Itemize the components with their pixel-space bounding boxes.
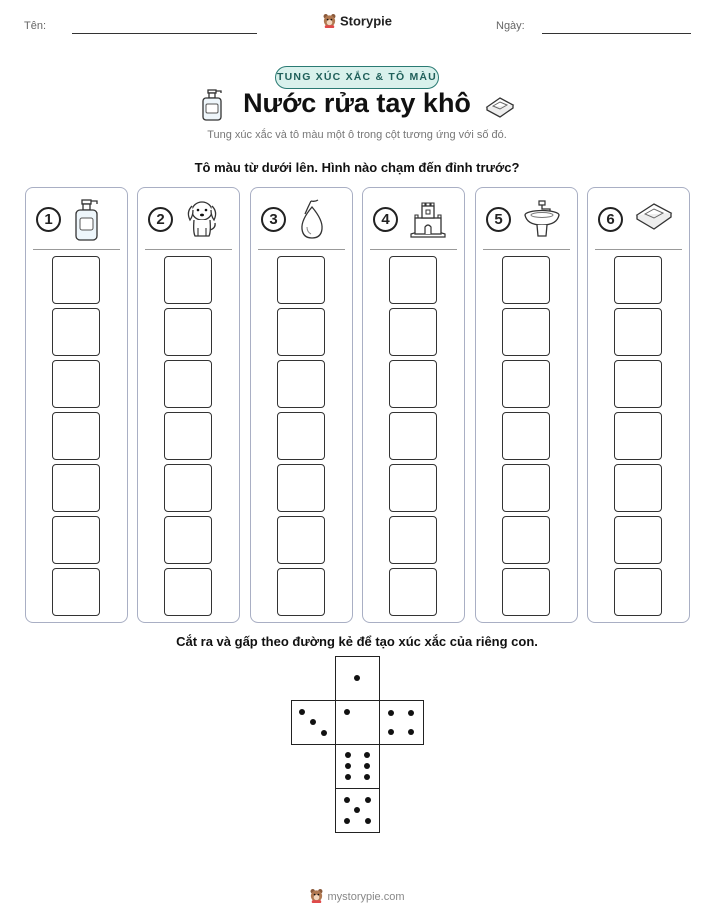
die-pip — [344, 709, 350, 715]
column-number: 4 — [373, 207, 398, 232]
color-cell[interactable] — [502, 308, 550, 356]
sand-castle-icon — [409, 198, 447, 243]
name-label: Tên: — [24, 20, 47, 32]
die-pip — [310, 719, 316, 725]
color-cell[interactable] — [389, 568, 437, 616]
color-cell[interactable] — [277, 412, 325, 460]
color-cell[interactable] — [164, 516, 212, 564]
color-cell[interactable] — [164, 308, 212, 356]
page-subtitle: Tung xúc xắc và tô màu một ô trong cột tương ứng với số đó. — [207, 129, 507, 141]
sink-icon — [522, 198, 562, 243]
cut-instruction: Cắt ra và gấp theo đường kẻ để tạo xúc xắc của riêng con. — [176, 634, 538, 649]
column-header — [588, 188, 689, 250]
die-pip — [365, 818, 371, 824]
column-divider — [258, 249, 345, 250]
color-cell[interactable] — [389, 256, 437, 304]
color-cell[interactable] — [389, 308, 437, 356]
die-face-left — [291, 700, 336, 745]
color-cell[interactable] — [164, 256, 212, 304]
soap-bar-icon — [634, 198, 674, 237]
activity-badge: TUNG XÚC XẮC & TÔ MÀU — [275, 66, 439, 89]
column-divider — [370, 249, 457, 250]
column-number: 3 — [261, 207, 286, 232]
column-divider — [33, 249, 120, 250]
color-cell[interactable] — [614, 256, 662, 304]
color-cell[interactable] — [52, 308, 100, 356]
color-cell[interactable] — [614, 516, 662, 564]
color-cell[interactable] — [52, 360, 100, 408]
column-number: 2 — [148, 207, 173, 232]
die-face-top — [335, 656, 380, 701]
color-cell[interactable] — [502, 568, 550, 616]
die-pip — [388, 729, 394, 735]
die-pip — [344, 797, 350, 803]
die-pip — [364, 752, 370, 758]
color-cell[interactable] — [277, 464, 325, 512]
column-divider — [145, 249, 232, 250]
color-cell[interactable] — [52, 256, 100, 304]
color-cell[interactable] — [164, 464, 212, 512]
column-header — [138, 188, 239, 250]
color-cell[interactable] — [164, 568, 212, 616]
color-cell[interactable] — [389, 360, 437, 408]
die-pip — [364, 774, 370, 780]
die-pip — [354, 675, 360, 681]
color-cell[interactable] — [502, 516, 550, 564]
die-face-bottom — [335, 788, 380, 833]
coloring-instruction: Tô màu từ dưới lên. Hình nào chạm đến đỉnh trước? — [194, 160, 520, 175]
column-4 — [362, 187, 465, 623]
column-5 — [475, 187, 578, 623]
die-pip — [354, 807, 360, 813]
brand-logo — [0, 13, 714, 31]
die-pip — [345, 774, 351, 780]
puppy-icon — [184, 198, 220, 243]
column-header — [476, 188, 577, 250]
die-pip — [365, 797, 371, 803]
color-cell[interactable] — [277, 256, 325, 304]
date-line[interactable] — [542, 33, 691, 34]
bear-mascot-icon — [309, 888, 324, 906]
die-face-middle-bottom — [335, 744, 380, 789]
color-cell[interactable] — [389, 464, 437, 512]
soap-bar-icon — [484, 94, 516, 123]
die-pip — [321, 730, 327, 736]
date-label: Ngày: — [496, 20, 525, 32]
color-cell[interactable] — [52, 412, 100, 460]
color-cell[interactable] — [502, 360, 550, 408]
color-cell[interactable] — [164, 412, 212, 460]
column-number: 6 — [598, 207, 623, 232]
color-cell[interactable] — [389, 412, 437, 460]
color-cell[interactable] — [614, 360, 662, 408]
color-cell[interactable] — [502, 464, 550, 512]
die-face-right — [379, 700, 424, 745]
color-cell[interactable] — [502, 412, 550, 460]
die-pip — [345, 763, 351, 769]
brand-name: Storypie — [339, 13, 392, 29]
column-header — [363, 188, 464, 250]
column-1 — [25, 187, 128, 623]
color-cell[interactable] — [614, 308, 662, 356]
die-face-center — [335, 700, 380, 745]
column-2 — [137, 187, 240, 623]
color-cell[interactable] — [502, 256, 550, 304]
color-cell[interactable] — [52, 516, 100, 564]
die-pip — [345, 752, 351, 758]
color-cell[interactable] — [614, 412, 662, 460]
color-cell[interactable] — [277, 308, 325, 356]
die-pip — [408, 729, 414, 735]
column-number: 5 — [486, 207, 511, 232]
column-header — [251, 188, 352, 250]
color-cell[interactable] — [614, 464, 662, 512]
water-drop-icon — [297, 198, 327, 247]
name-line[interactable] — [72, 33, 257, 34]
bear-mascot-icon — [322, 13, 337, 31]
column-header — [26, 188, 127, 250]
die-pip — [299, 709, 305, 715]
column-number: 1 — [36, 207, 61, 232]
column-3 — [250, 187, 353, 623]
color-cell[interactable] — [277, 568, 325, 616]
die-pip — [344, 818, 350, 824]
column-6 — [587, 187, 690, 623]
column-divider — [483, 249, 570, 250]
color-cell[interactable] — [389, 516, 437, 564]
die-pip — [408, 710, 414, 716]
footer-url[interactable]: mystorypie.com — [327, 890, 405, 903]
sanitizer-bottle-icon — [72, 198, 102, 247]
column-divider — [595, 249, 682, 250]
die-pip — [364, 763, 370, 769]
color-cell[interactable] — [614, 568, 662, 616]
color-cell[interactable] — [52, 464, 100, 512]
die-pip — [388, 710, 394, 716]
color-cell[interactable] — [277, 360, 325, 408]
color-cell[interactable] — [52, 568, 100, 616]
footer — [0, 888, 714, 906]
color-cell[interactable] — [277, 516, 325, 564]
color-cell[interactable] — [164, 360, 212, 408]
page-title: Nước rửa tay khô — [243, 88, 471, 118]
